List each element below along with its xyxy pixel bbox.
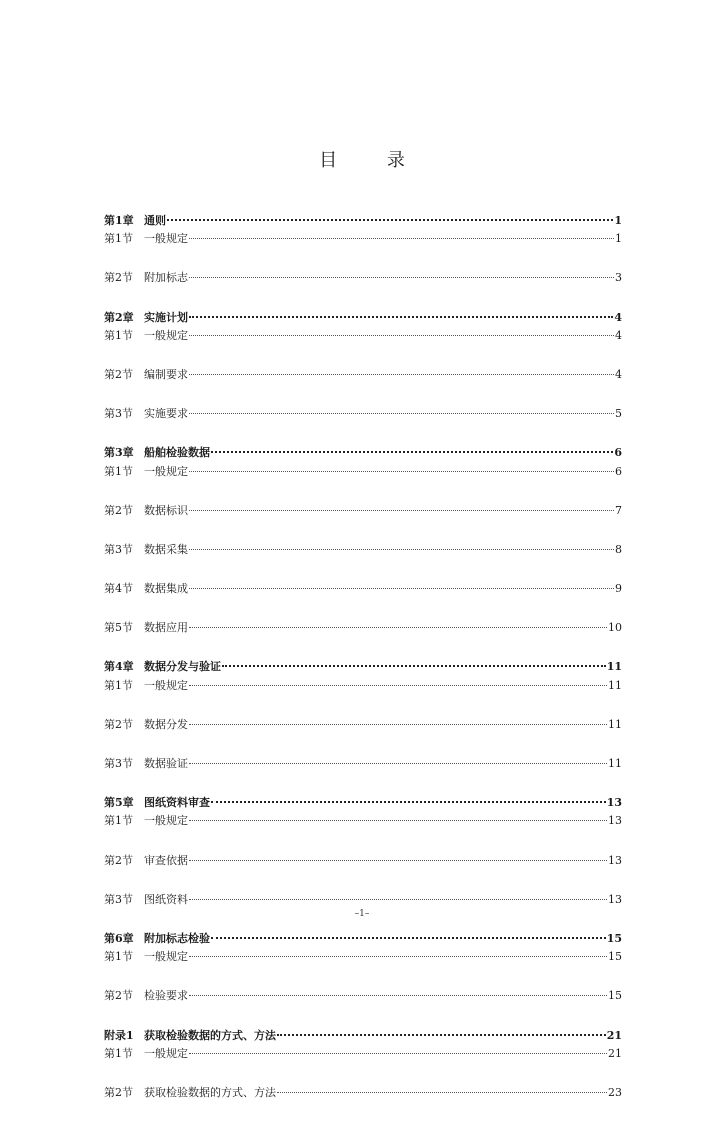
dot-leader — [189, 899, 607, 900]
toc-entry-page-number: 11 — [608, 757, 622, 770]
toc-entry-number: 第3节 — [104, 407, 133, 421]
toc-entry-page-number: 15 — [608, 989, 622, 1003]
toc-entry-page-number: 4 — [615, 367, 622, 381]
dot-leader — [189, 510, 614, 511]
toc-entry-title: 数据验证 — [144, 757, 188, 770]
toc-chapter-entry[interactable] — [104, 658, 622, 676]
toc-entry-page-number: 13 — [608, 814, 622, 828]
toc-entry-number: 第2节 — [104, 367, 133, 381]
toc-entry-label — [104, 987, 188, 1005]
toc-entry-title: 一般规定 — [144, 1046, 188, 1060]
toc-section-entry[interactable] — [104, 580, 622, 598]
toc-entry-number: 第1节 — [104, 950, 133, 964]
toc-entry-number: 第1节 — [104, 464, 133, 478]
dot-leader — [277, 1092, 607, 1093]
toc-entry-number: 第2节 — [104, 717, 133, 731]
toc-section-entry[interactable] — [104, 1084, 622, 1102]
toc-entry-number: 第3节 — [104, 542, 133, 556]
toc-entry-page-number: 6 — [615, 464, 622, 478]
toc-section-entry[interactable] — [104, 502, 622, 520]
toc-chapter-entry[interactable] — [104, 794, 622, 812]
toc-entry-label — [104, 327, 188, 345]
dot-leader — [211, 937, 606, 939]
toc-chapter-entry[interactable] — [104, 212, 622, 230]
toc-entry-label — [104, 1084, 276, 1102]
toc-entry-page-number: 7 — [615, 503, 622, 517]
toc-entry-page-number: 4 — [615, 328, 622, 342]
toc-entry-page-number: 21 — [606, 1028, 622, 1042]
dot-leader — [189, 956, 607, 957]
toc-entry-number: 第3节 — [104, 892, 133, 906]
toc-entry-page-number: 5 — [615, 407, 622, 421]
toc-entry-page-number: 11 — [608, 678, 622, 692]
toc-entry-number: 第6章 — [104, 931, 134, 945]
dot-leader — [189, 860, 607, 861]
dot-leader — [189, 685, 607, 686]
toc-entry-label — [104, 541, 188, 559]
toc-entry-page-number: 13 — [608, 853, 622, 867]
toc-entry-label — [104, 852, 188, 870]
toc-entry-page-number: 9 — [615, 582, 622, 596]
toc-entry-title: 数据分发 — [144, 717, 188, 731]
dot-leader — [189, 277, 614, 278]
toc-section-entry[interactable] — [104, 405, 622, 423]
toc-entry-title: 一般规定 — [144, 328, 188, 342]
toc-entry-title: 一般规定 — [144, 950, 188, 964]
toc-entry-page-number: 10 — [608, 621, 622, 635]
toc-chapter-entry[interactable] — [104, 444, 622, 462]
toc-section-entry[interactable] — [104, 852, 622, 870]
toc-entry-number: 第2节 — [104, 503, 133, 517]
toc-chapter-entry[interactable] — [104, 309, 622, 327]
toc-section-entry[interactable] — [104, 812, 622, 830]
toc-chapter-entry[interactable] — [104, 1027, 622, 1045]
toc-entry-title: 数据应用 — [144, 621, 188, 635]
toc-entry-label — [104, 716, 188, 734]
toc-entry-title: 数据集成 — [144, 582, 188, 596]
toc-entry-label — [104, 580, 188, 598]
toc-entry-page-number: 3 — [615, 271, 622, 285]
page-title: 目 录 — [319, 150, 427, 171]
toc-entry-title: 一般规定 — [144, 678, 188, 692]
toc-entry-page-number: 8 — [615, 542, 622, 556]
toc-entry-number: 第2节 — [104, 853, 133, 867]
toc-chapter-group — [104, 212, 622, 288]
dot-leader — [189, 374, 614, 375]
toc-entry-page-number: 1 — [615, 232, 622, 246]
toc-entry-title: 船舶检验数据 — [144, 446, 210, 460]
dot-leader — [189, 238, 614, 239]
toc-entry-label — [104, 230, 188, 248]
toc-entry-number: 第2节 — [104, 271, 133, 285]
toc-entry-page-number: 11 — [606, 660, 622, 674]
toc-entry-number: 第1节 — [104, 814, 133, 828]
toc-entry-label — [104, 444, 210, 462]
toc-entry-page-number: 13 — [608, 892, 622, 906]
toc-entry-page-number: 13 — [606, 796, 622, 810]
toc-entry-title: 通则 — [144, 214, 166, 227]
dot-leader — [189, 995, 607, 996]
dot-leader — [189, 724, 607, 725]
toc-entry-label — [104, 812, 188, 830]
toc-entry-number: 第2章 — [104, 310, 134, 324]
toc-section-entry[interactable] — [104, 987, 622, 1005]
dot-leader — [189, 335, 614, 336]
toc-entry-page-number: 11 — [608, 717, 622, 731]
toc-entry-title: 一般规定 — [144, 814, 188, 828]
toc-entry-number: 第4章 — [104, 660, 134, 674]
toc-entry-title: 获取检验数据的方式、方法 — [144, 1028, 276, 1042]
toc-entry-number: 第5章 — [104, 796, 134, 810]
dot-leader — [189, 413, 614, 414]
toc-entry-page-number: 15 — [606, 931, 622, 945]
dot-leader — [277, 1034, 606, 1036]
dot-leader — [189, 549, 614, 550]
toc-entry-label — [104, 1045, 188, 1063]
toc-entry-title: 图纸资料审查 — [144, 796, 210, 810]
toc-entry-number: 第1节 — [104, 328, 133, 342]
toc-entry-label — [104, 269, 188, 287]
toc-entry-number: 第4节 — [104, 582, 133, 596]
toc-entry-label — [104, 366, 188, 384]
toc-entry-label — [104, 677, 188, 695]
toc-section-entry[interactable] — [104, 716, 622, 734]
toc-entry-title: 附加标志 — [144, 271, 188, 285]
toc-entry-number: 第3章 — [104, 446, 134, 460]
dot-leader — [167, 219, 613, 221]
toc-chapter-group — [104, 658, 622, 773]
toc-entry-label — [104, 405, 188, 423]
toc-entry-number: 第2节 — [104, 1085, 133, 1099]
toc-entry-label — [104, 1027, 276, 1045]
toc-entry-title: 实施计划 — [144, 310, 188, 324]
toc-section-entry[interactable] — [104, 366, 622, 384]
toc-entry-title: 图纸资料 — [144, 892, 188, 906]
toc-chapter-group — [104, 1027, 622, 1103]
toc-entry-page-number: 6 — [614, 446, 622, 460]
toc-entry-label — [104, 212, 166, 230]
toc-entry-number: 附录1 — [104, 1028, 134, 1042]
toc-entry-label — [104, 658, 221, 676]
toc-section-entry[interactable] — [104, 269, 622, 287]
toc-entry-title: 附加标志检验 — [144, 931, 210, 945]
toc-section-entry[interactable] — [104, 327, 622, 345]
toc-entry-title: 编制要求 — [144, 367, 188, 381]
toc-entry-title: 数据采集 — [144, 542, 188, 556]
toc-entry-label — [104, 755, 188, 773]
toc-section-entry[interactable] — [104, 541, 622, 559]
toc-entry-label — [104, 948, 188, 966]
toc-section-entry[interactable] — [104, 230, 622, 248]
toc-entry-title: 一般规定 — [144, 464, 188, 478]
toc-section-entry[interactable] — [104, 619, 622, 637]
toc-entry-number: 第2节 — [104, 989, 133, 1003]
toc-section-entry[interactable] — [104, 463, 622, 481]
dot-leader — [189, 627, 607, 628]
toc-entry-title: 实施要求 — [144, 407, 188, 421]
toc-entry-number: 第1章 — [104, 214, 134, 227]
toc-entry-title: 数据分发与验证 — [144, 660, 221, 674]
toc-entry-title: 审查依据 — [144, 853, 188, 867]
dot-leader — [189, 471, 614, 472]
dot-leader — [211, 451, 613, 453]
table-of-contents — [104, 212, 622, 1123]
dot-leader — [189, 820, 607, 821]
toc-section-entry[interactable] — [104, 1045, 622, 1063]
toc-entry-title: 数据标识 — [144, 503, 188, 517]
toc-entry-page-number: 21 — [608, 1046, 622, 1060]
toc-entry-number: 第1节 — [104, 1046, 133, 1060]
toc-entry-title: 检验要求 — [144, 989, 188, 1003]
toc-chapter-group — [104, 444, 622, 637]
toc-section-entry[interactable] — [104, 677, 622, 695]
toc-entry-number: 第1节 — [104, 232, 133, 246]
toc-entry-label — [104, 930, 210, 948]
toc-section-entry[interactable] — [104, 755, 622, 773]
toc-entry-number: 第3节 — [104, 757, 133, 770]
toc-entry-label — [104, 619, 188, 637]
dot-leader — [222, 665, 606, 667]
dot-leader — [189, 588, 614, 589]
toc-entry-title: 一般规定 — [144, 232, 188, 246]
toc-chapter-group — [104, 930, 622, 1006]
toc-entry-label — [104, 891, 188, 909]
toc-chapter-entry[interactable] — [104, 930, 622, 948]
toc-entry-number: 第5节 — [104, 621, 133, 635]
page-footer-number: –1– — [354, 909, 370, 919]
toc-entry-number: 第1节 — [104, 678, 133, 692]
dot-leader — [189, 316, 613, 318]
toc-entry-title: 获取检验数据的方式、方法 — [144, 1085, 276, 1099]
toc-entry-label — [104, 463, 188, 481]
toc-entry-page-number: 23 — [608, 1085, 622, 1099]
toc-section-entry[interactable] — [104, 948, 622, 966]
toc-entry-label — [104, 502, 188, 520]
dot-leader — [211, 801, 606, 803]
dot-leader — [189, 763, 607, 764]
toc-entry-label — [104, 309, 188, 327]
toc-entry-page-number: 15 — [608, 950, 622, 964]
toc-entry-page-number: 4 — [614, 310, 622, 324]
toc-chapter-group — [104, 794, 622, 909]
toc-entry-page-number: 1 — [614, 214, 622, 227]
toc-entry-label — [104, 794, 210, 812]
toc-section-entry[interactable] — [104, 891, 622, 909]
dot-leader — [189, 1053, 607, 1054]
toc-chapter-group — [104, 309, 622, 424]
